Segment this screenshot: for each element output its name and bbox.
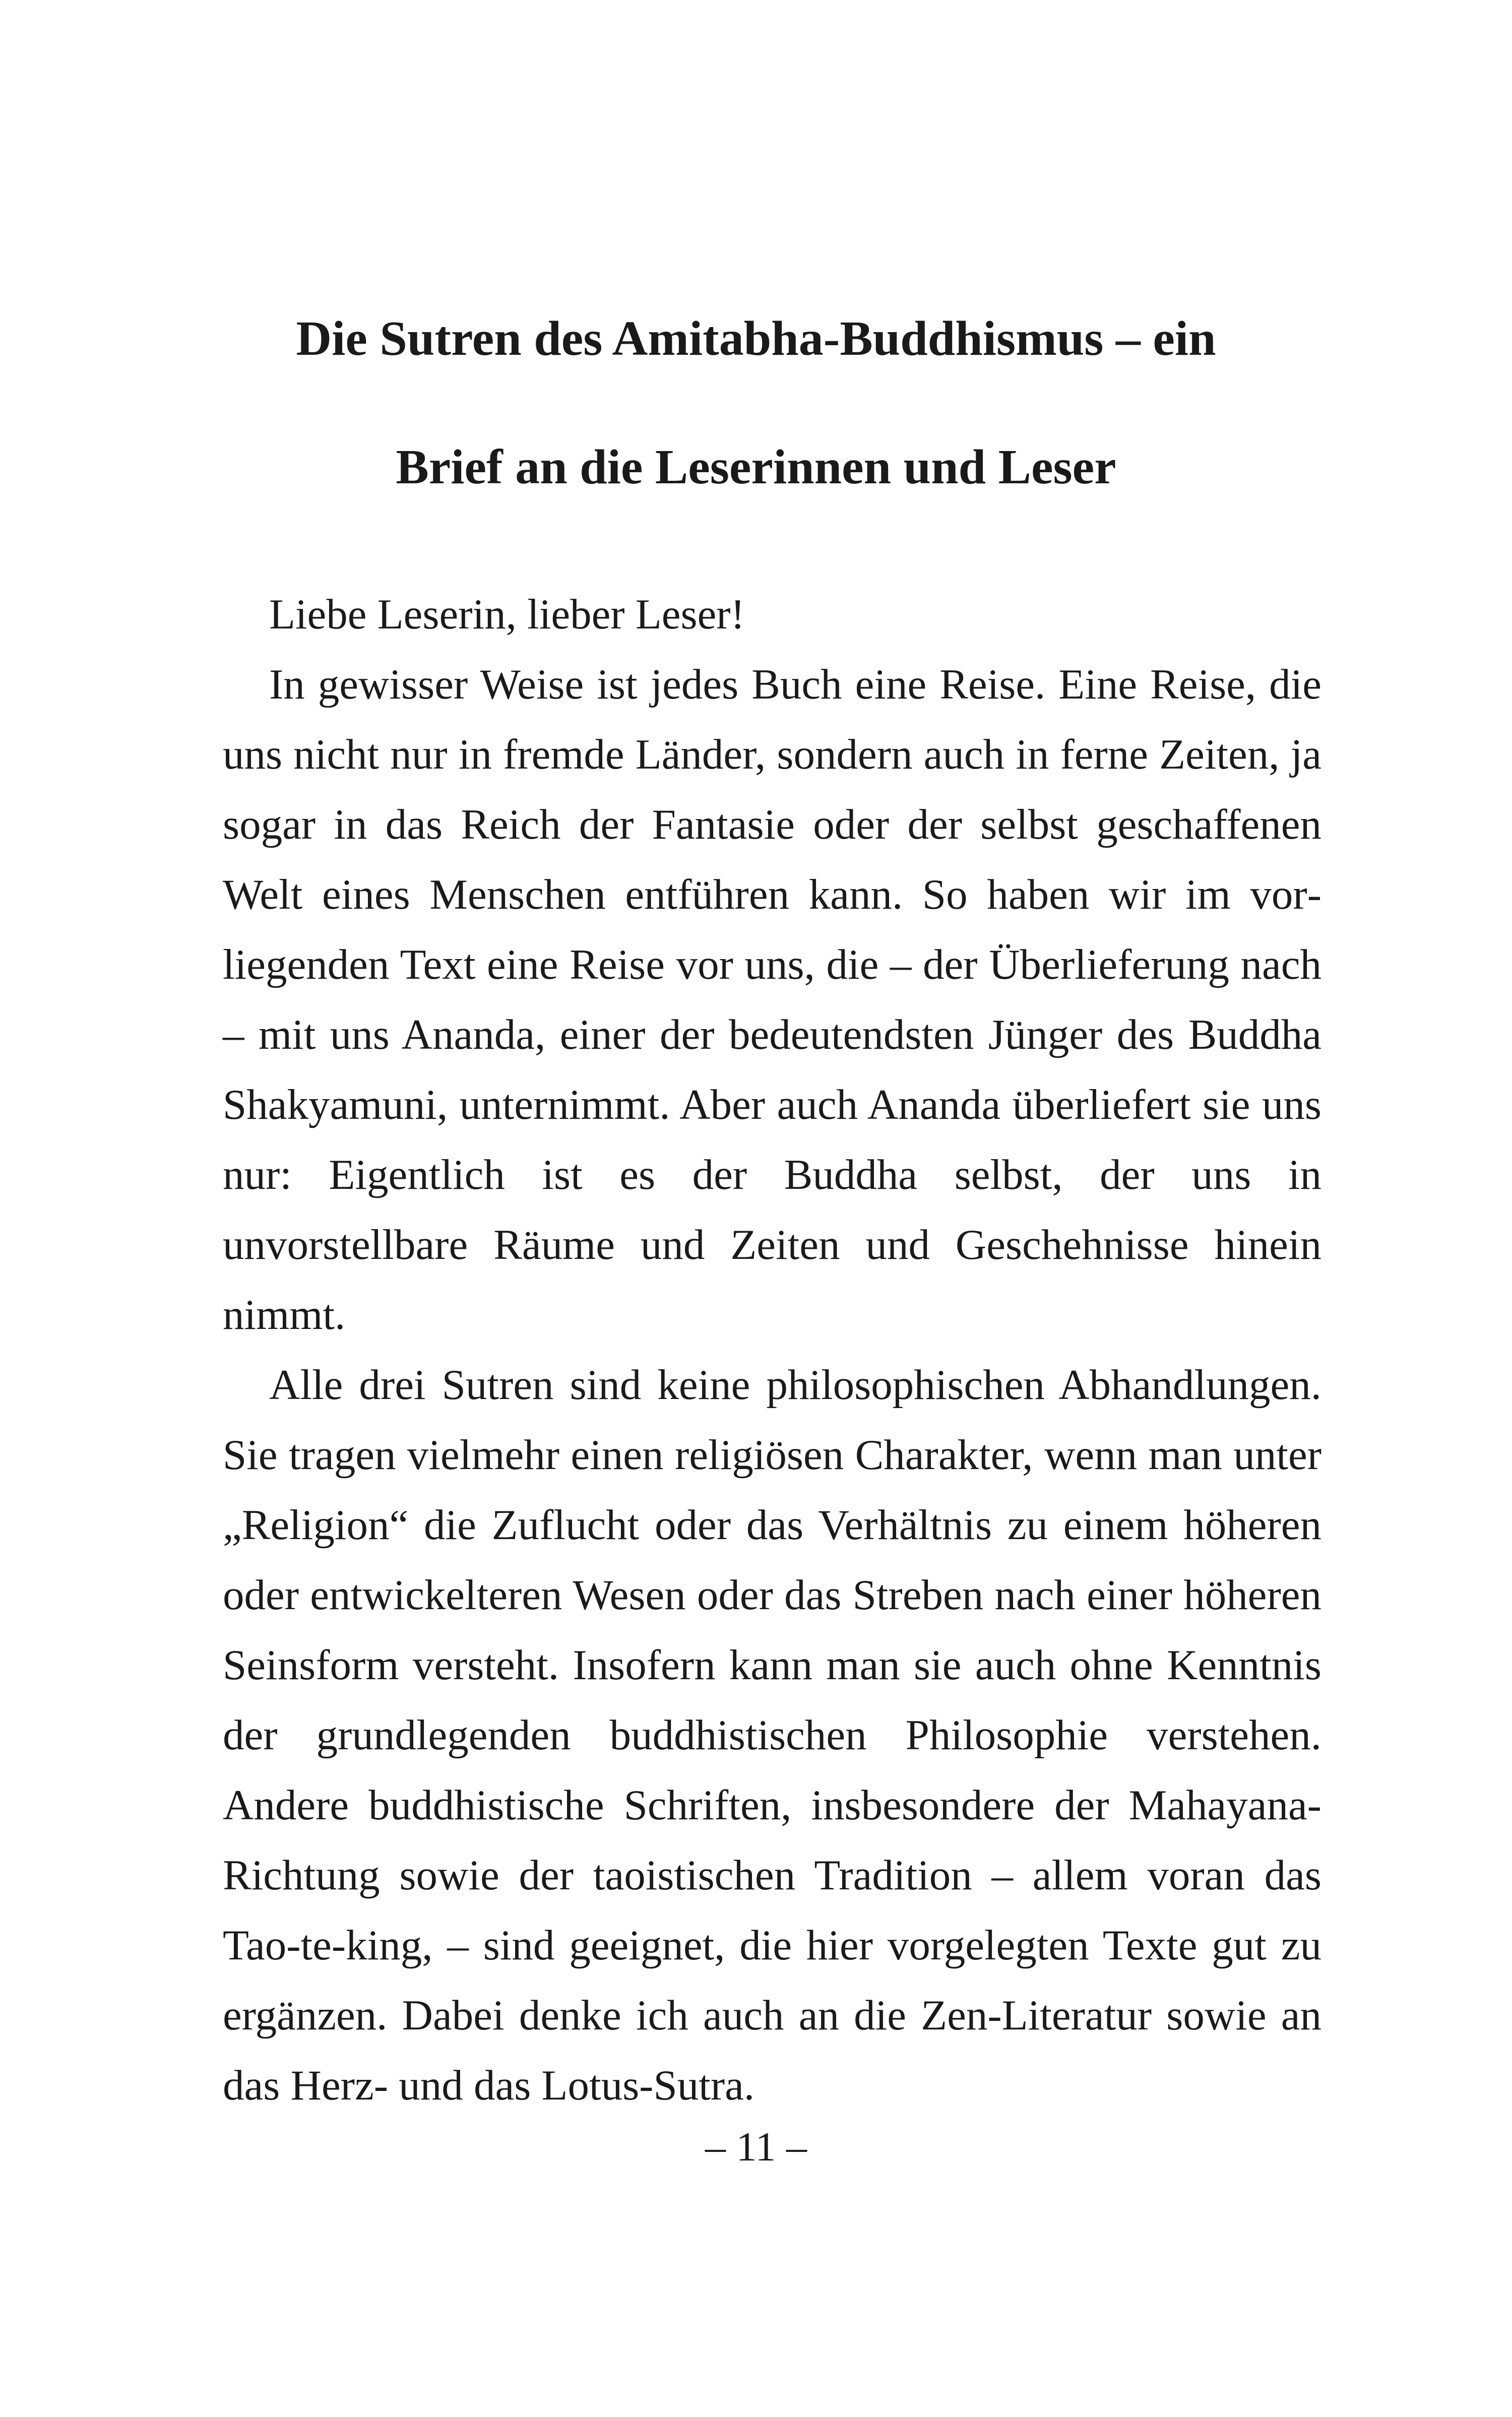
salutation-paragraph: Liebe Leserin, lieber Leser!	[269, 591, 745, 638]
body-paragraph-journey: In gewisser Weise ist jedes Buch eine Reise. Eine Reise, die uns nicht nur in fremde Länder, sondern auch in ferne Zeiten, ja sogar in das Reich der Fantasie oder der selbst geschaffenen Welt eines Menschen entführen kann. So haben wir im vorliegenden Text eine Reise vor uns, die – der Überlieferung nach – mit uns Ananda, einer der bedeutendsten Jünger des Buddha Shakyamuni, unternimmt. Aber auch Ananda überliefert sie uns nur: Eigentlich ist es der Buddha selbst, der uns in unvorstellbare Räume und Zeiten und Geschehnisse hinein nimmt.	[223, 661, 1321, 1339]
chapter-title	[212, 275, 1300, 532]
body-paragraph-sutras: Alle drei Sutren sind keine philosophischen Abhandlungen. Sie tragen vielmehr einen religiösen Charakter, wenn man unter „Religion“ die Zuflucht oder das Verhältnis zu einem höheren oder entwickelteren Wesen oder das Streben nach einer höheren Seinsform versteht. Insofern kann man sie auch ohne Kenntnis der grundlegenden buddhistischen Philosophie verstehen. Andere buddhistische Schriften, insbesondere der Mahayana-Richtung sowie der taoistischen Tradition – allem voran das Tao-te-king, – sind geeignet, die hier vorgelegten Texte gut zu ergänzen. Dabei denke ich auch an die Zen-Literatur sowie an das Herz- und das Lotus-Sutra.	[223, 1361, 1321, 2109]
page-number: – 11 –	[705, 2124, 807, 2170]
chapter-title-line-1: Die Sutren des Amitabha-Buddhismus – ein	[296, 311, 1216, 366]
chapter-title-line-2: Brief an die Leserinnen und Leser	[396, 440, 1116, 494]
body-text	[223, 580, 1321, 2121]
